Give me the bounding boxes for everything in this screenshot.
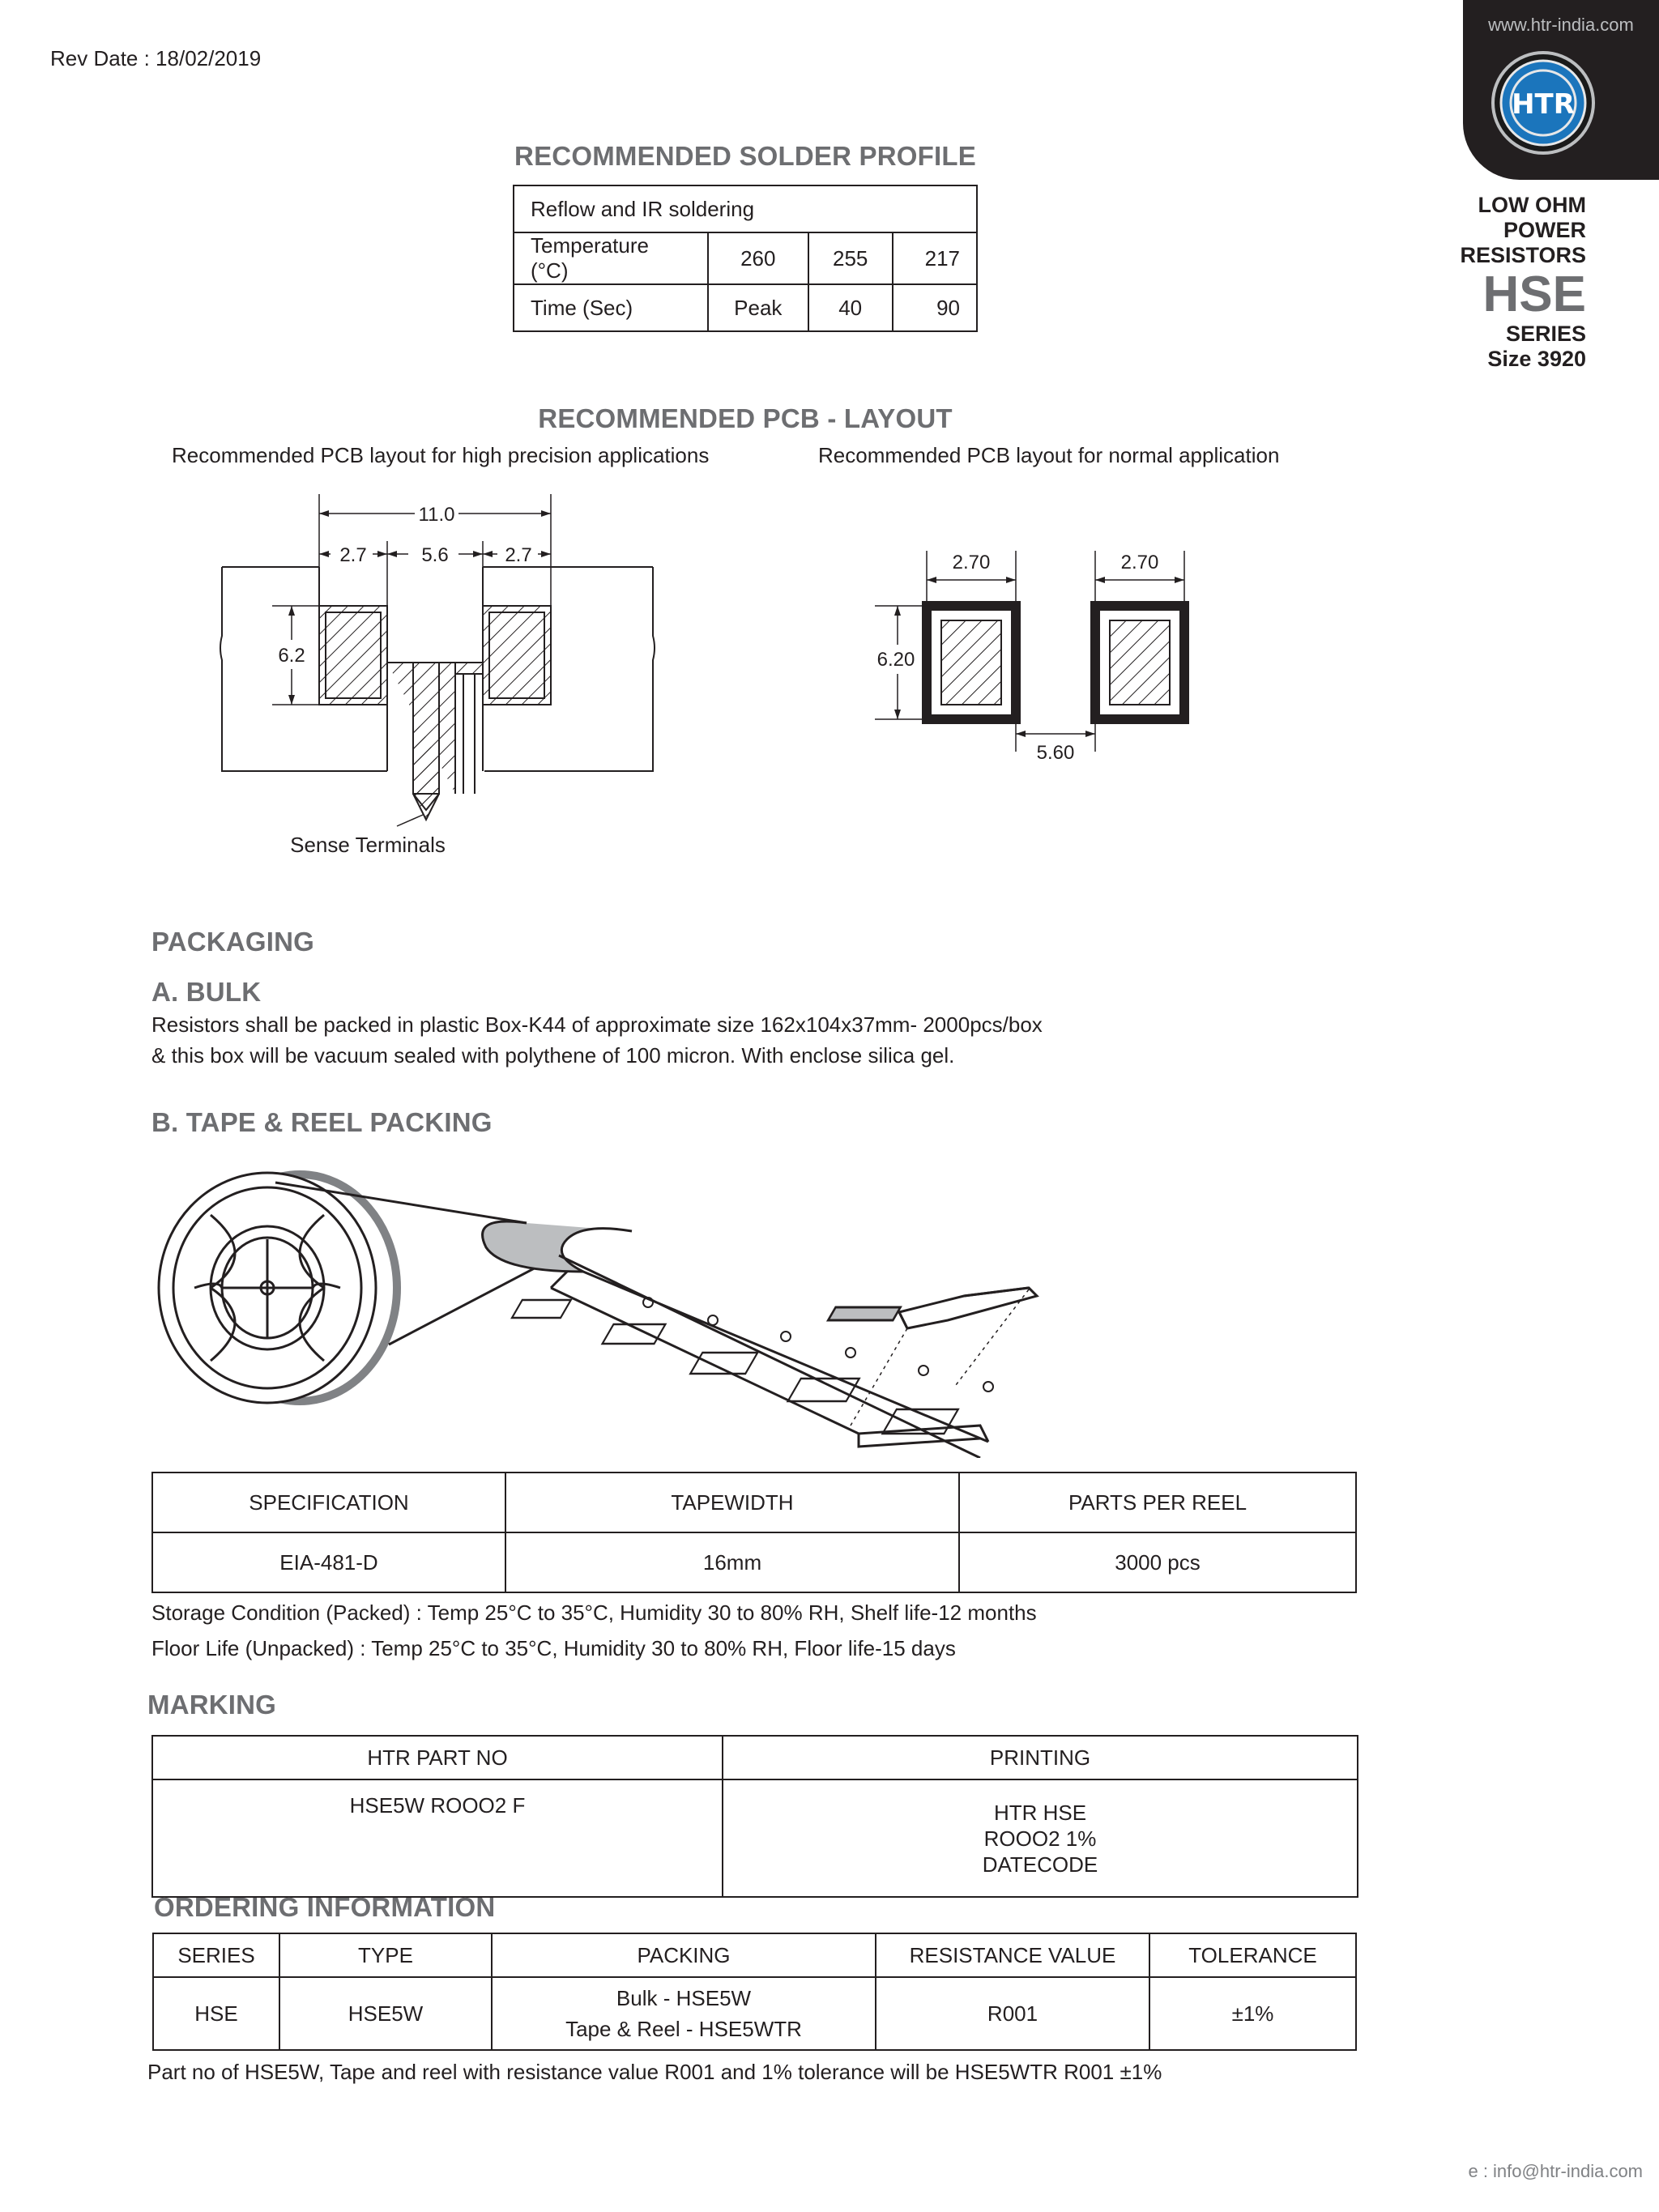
packing-line: Tape & Reel - HSE5WTR	[565, 2017, 802, 2041]
dim-pad-w1: 2.7	[339, 544, 367, 566]
table-row	[153, 1977, 1356, 2050]
table-cell: 90	[893, 284, 977, 331]
sense-terminals-label: Sense Terminals	[290, 833, 446, 857]
marking-title: MARKING	[147, 1690, 277, 1720]
table-cell: 260	[708, 232, 808, 284]
table-row	[514, 284, 977, 331]
marking-table	[151, 1735, 1358, 1898]
tape-reel-illustration	[146, 1166, 1061, 1458]
pcb-left-caption: Recommended PCB layout for high precision applications	[172, 443, 710, 467]
table-cell: 217	[893, 232, 977, 284]
pcb-high-precision-diagram	[211, 486, 664, 867]
table-cell: EIA-481-D	[152, 1532, 505, 1592]
printing-line: DATECODE	[982, 1852, 1098, 1877]
table-row	[153, 1933, 1356, 1977]
dim-height: 6.2	[278, 645, 305, 667]
product-line-2: POWER	[1503, 218, 1586, 242]
solder-profile-title: RECOMMENDED SOLDER PROFILE	[514, 141, 976, 171]
table-header: TAPEWIDTH	[505, 1473, 959, 1532]
htr-logo	[1491, 50, 1596, 156]
packing-cell	[492, 1977, 876, 2050]
table-row	[514, 185, 977, 232]
table-header: TOLERANCE	[1149, 1933, 1356, 1977]
table-header: HTR PART NO	[152, 1736, 723, 1779]
part-number: HSE5W ROOO2 F	[152, 1779, 723, 1897]
floor-life: Floor Life (Unpacked) : Temp 25°C to 35°C, Humidity 30 to 80% RH, Floor life-15 days	[151, 1636, 956, 1660]
pcb-right-caption: Recommended PCB layout for normal application	[818, 443, 1280, 467]
solder-caption: Reflow and IR soldering	[514, 185, 977, 232]
printing-cell	[723, 1779, 1358, 1897]
bulk-line-1: Resistors shall be packed in plastic Box-K44 of approximate size 162x104x37mm- 2000pcs/box	[151, 1012, 1043, 1037]
table-cell: ±1%	[1149, 1977, 1356, 2050]
table-row	[152, 1532, 1356, 1592]
packing-line: Bulk - HSE5W	[616, 1986, 752, 2010]
table-row	[152, 1473, 1356, 1532]
row-label: Time (Sec)	[514, 284, 708, 331]
contact-email[interactable]: e : info@htr-india.com	[1468, 2161, 1643, 2181]
series-label: SERIES	[1505, 322, 1586, 346]
rev-date: Rev Date : 18/02/2019	[50, 46, 262, 70]
product-line-1: LOW OHM	[1478, 193, 1586, 217]
table-cell: 16mm	[505, 1532, 959, 1592]
table-header: PACKING	[492, 1933, 876, 1977]
table-row	[152, 1736, 1358, 1779]
table-cell: R001	[876, 1977, 1149, 2050]
dim-pad-w1: 2.70	[952, 552, 991, 573]
table-row	[152, 1779, 1358, 1897]
solder-profile-table	[513, 185, 978, 332]
ordering-title: ORDERING INFORMATION	[154, 1892, 496, 1922]
table-header: SERIES	[153, 1933, 279, 1977]
website-url[interactable]: www.htr-india.com	[1488, 15, 1634, 35]
row-label: Temperature (°C)	[514, 232, 708, 284]
storage-condition: Storage Condition (Packed) : Temp 25°C to 35°C, Humidity 30 to 80% RH, Shelf life-12 months	[151, 1600, 1037, 1625]
tape-reel-title: B. TAPE & REEL PACKING	[151, 1107, 493, 1137]
bulk-title: A. BULK	[151, 977, 262, 1007]
dim-height: 6.20	[876, 649, 915, 671]
table-cell: 40	[808, 284, 893, 331]
ordering-table	[152, 1933, 1357, 2051]
dim-pad-w2: 2.7	[505, 544, 532, 566]
dim-pad-w2: 2.70	[1120, 552, 1159, 573]
dim-total: 11.0	[418, 504, 455, 526]
table-cell: 255	[808, 232, 893, 284]
table-header: TYPE	[279, 1933, 492, 1977]
tape-reel-spec-table	[151, 1472, 1357, 1593]
table-header: PARTS PER REEL	[959, 1473, 1356, 1532]
table-cell: 3000 pcs	[959, 1532, 1356, 1592]
table-cell: HSE	[153, 1977, 279, 2050]
table-cell: HSE5W	[279, 1977, 492, 2050]
pcb-layout-title: RECOMMENDED PCB - LAYOUT	[538, 403, 953, 433]
table-header: SPECIFICATION	[152, 1473, 505, 1532]
printing-line: ROOO2 1%	[983, 1826, 1097, 1851]
table-header: PRINTING	[723, 1736, 1358, 1779]
ordering-note: Part no of HSE5W, Tape and reel with resistance value R001 and 1% tolerance will be HSE5WTR R001 ±1%	[147, 2060, 1162, 2084]
product-line-3: RESISTORS	[1460, 243, 1586, 267]
series-name: HSE	[1482, 266, 1586, 322]
logo-text: HTR	[1512, 88, 1575, 121]
table-row	[514, 232, 977, 284]
product-sidebar	[1460, 193, 1586, 372]
table-header: RESISTANCE VALUE	[876, 1933, 1149, 1977]
printing-line: HTR HSE	[993, 1800, 1087, 1825]
dim-gap: 5.60	[1036, 742, 1075, 764]
dim-gap: 5.6	[421, 544, 449, 566]
table-cell: Peak	[708, 284, 808, 331]
pcb-normal-diagram	[859, 535, 1215, 778]
packaging-title: PACKAGING	[151, 927, 315, 957]
bulk-line-2: & this box will be vacuum sealed with polythene of 100 micron. With enclose silica gel.	[151, 1043, 955, 1068]
product-size: Size 3920	[1487, 347, 1586, 371]
